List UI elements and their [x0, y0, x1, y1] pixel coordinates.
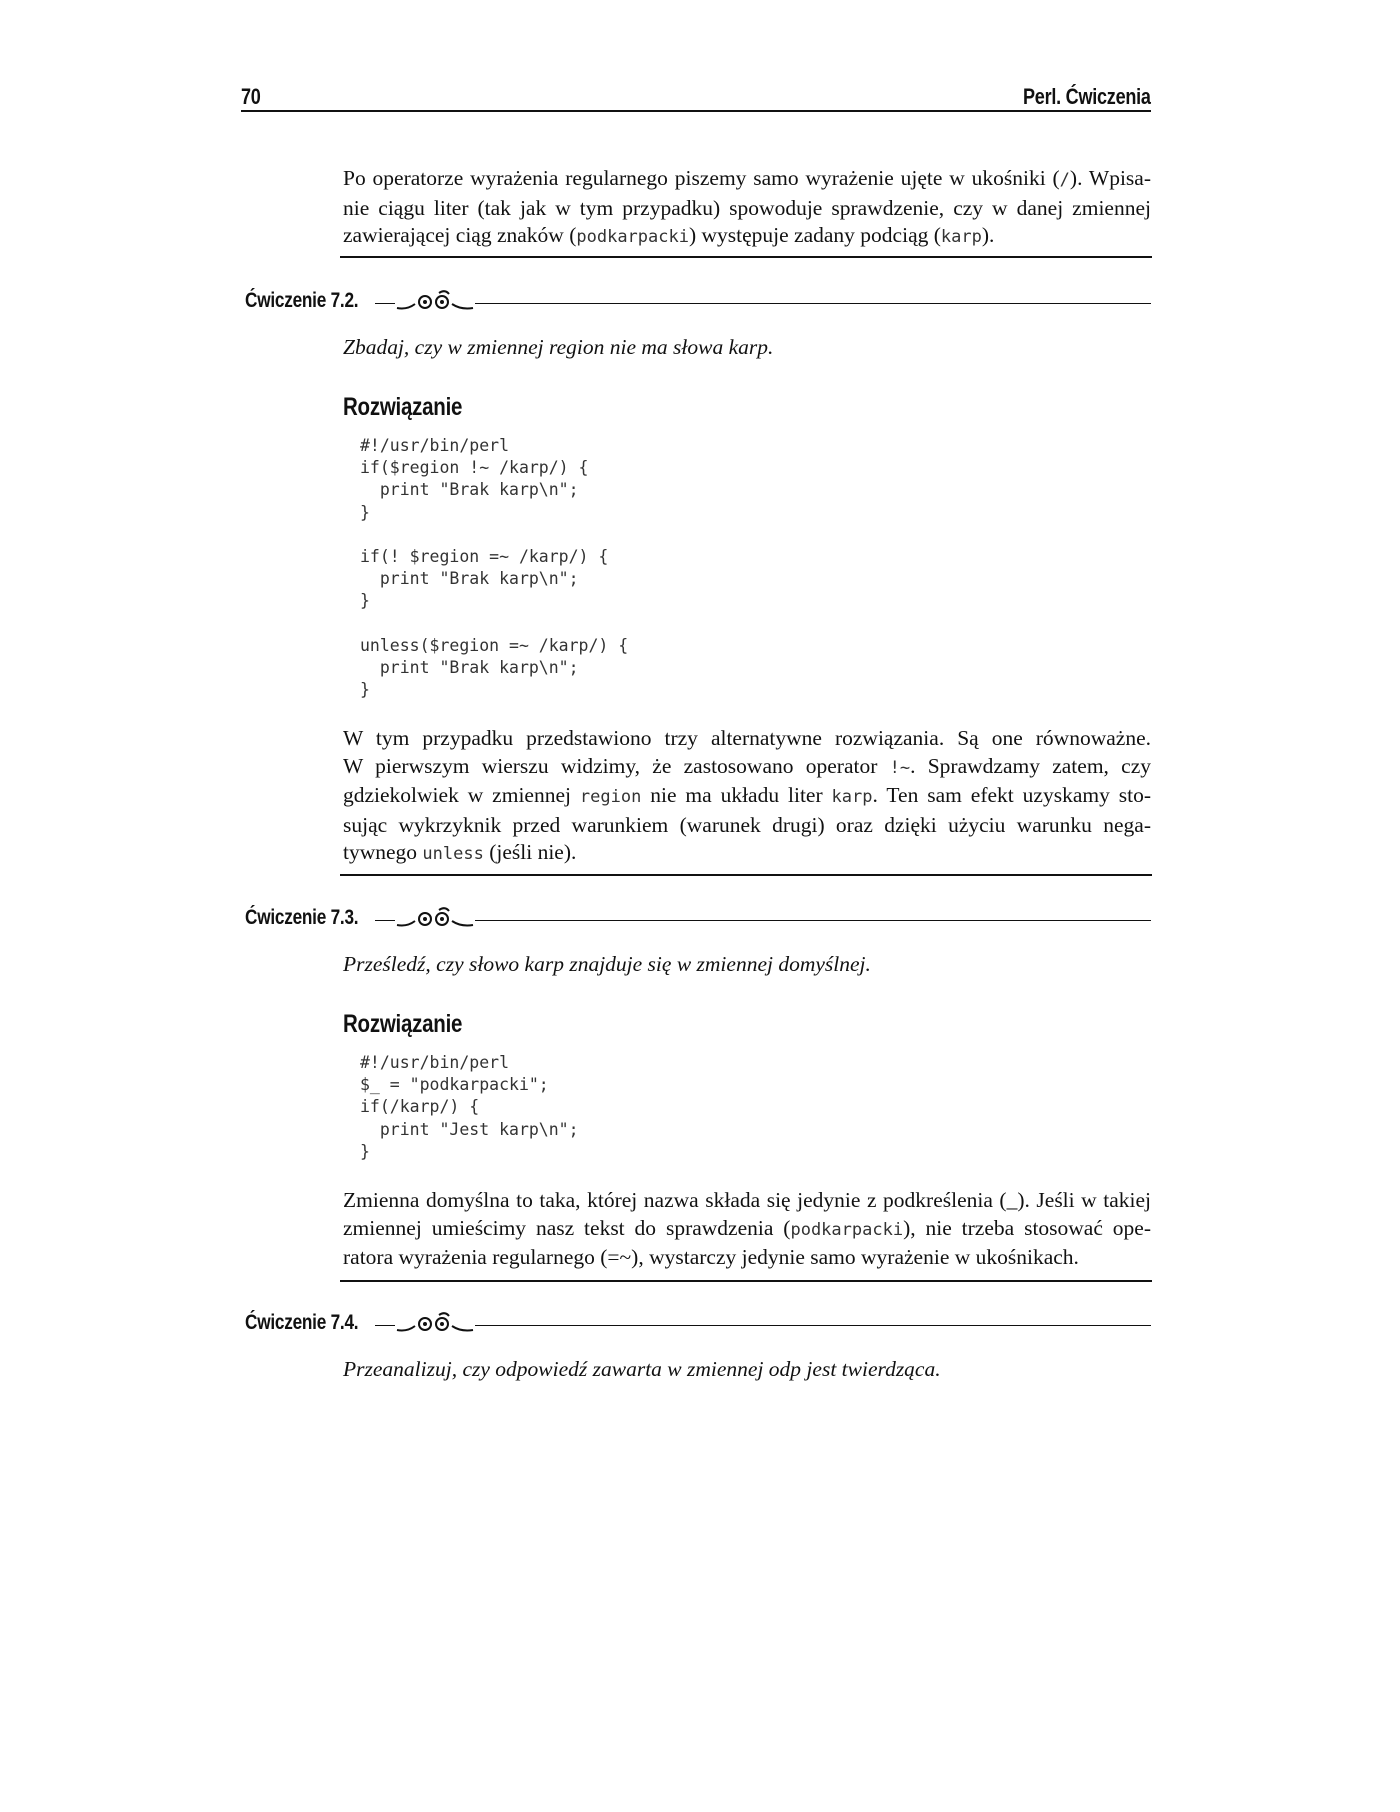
explanation-paragraph [343, 725, 1151, 869]
solution-heading: Rozwiązanie [343, 393, 463, 421]
inline-code: region [579, 787, 642, 807]
heading-rule [375, 920, 1151, 921]
text-run: gdziekolwiek w zmiennej [343, 783, 580, 807]
code-block: #!/usr/bin/perl $_ = "podkarpacki"; if(/karp/) { print "Jest karp\n"; } [360, 1053, 579, 1161]
exercise-task: Zbadaj, czy w zmiennej region nie ma słowa karp. [343, 335, 774, 359]
heading-rule [375, 1325, 1151, 1326]
inline-code: karp [831, 787, 873, 807]
explanation-paragraph [343, 1187, 1151, 1272]
section-rule [340, 256, 1152, 258]
text-run: zawierającej ciąg znaków ( [343, 223, 577, 247]
exercise-heading [245, 286, 1151, 316]
exercise-task: Prześledź, czy słowo karp znajduje się w zmiennej domyślnej. [343, 952, 871, 976]
text-line [343, 725, 1151, 753]
exercise-task: Przeanalizuj, czy odpowiedź zawarta w zmiennej odp jest twierdząca. [343, 1357, 941, 1381]
text-line [343, 1215, 1151, 1245]
text-run: ratora wyrażenia regularnego (=~), wystarczy jedynie samo wyrażenie w ukośnikach. [343, 1245, 1079, 1269]
inline-code: karp [940, 227, 982, 247]
heading-rule [375, 303, 1151, 304]
text-run: ), nie trzeba stosować ope- [903, 1215, 1151, 1240]
exercise-label: Ćwiczenie 7.4. [245, 1311, 359, 1334]
text-run: zmiennej umieścimy nasz tekst do sprawdzenia ( [343, 1215, 791, 1240]
text-line [343, 753, 1151, 783]
ornament-icon [395, 905, 475, 931]
text-run: . Sprawdzamy zatem, czy [910, 753, 1152, 778]
text-line [343, 165, 1151, 195]
inline-code: podkarpacki [576, 227, 689, 247]
section-rule [340, 874, 1152, 876]
text-line [343, 1187, 1151, 1215]
exercise-label: Ćwiczenie 7.3. [245, 906, 359, 929]
text-line [343, 839, 1151, 869]
inline-code: podkarpacki [790, 1219, 904, 1240]
inline-code: unless [422, 844, 484, 864]
section-rule [340, 1280, 1152, 1282]
exercise-heading [245, 1308, 1151, 1338]
text-run: Zmienna domyślna to taka, której nazwa składa się jedynie z podkreślenia (_). Jeśli w takiej [343, 1188, 1151, 1212]
text-line [343, 222, 1151, 252]
text-run: nie ciągu liter (tak jak w tym przypadku) spowoduje sprawdzenie, czy w danej zmiennej [343, 195, 1151, 220]
text-line [343, 812, 1151, 840]
text-run: W tym przypadku przedstawiono trzy alternatywne rozwiązania. Są one równoważne. [343, 726, 1151, 750]
solution-heading: Rozwiązanie [343, 1010, 463, 1038]
exercise-heading [245, 903, 1151, 933]
text-run: . Ten sam efekt uzyskamy sto- [872, 783, 1151, 807]
text-run: nie ma układu liter [641, 783, 832, 807]
text-run: ). Wpisa- [1069, 166, 1151, 190]
inline-code: / [1059, 170, 1070, 190]
exercise-label: Ćwiczenie 7.2. [245, 289, 359, 312]
code-block: #!/usr/bin/perl if($region !~ /karp/) { print "Brak karp\n"; } if(! $region =~ /karp/) { print "Brak karp\n"; } unless($region =~ /karp/) { print "Brak karp\n"; } [360, 436, 629, 700]
text-run: sując wykrzyknik przed warunkiem (warunek drugi) oraz dzięki użyciu warunku nega- [343, 812, 1151, 837]
text-run: tywnego [343, 840, 423, 864]
ornament-icon [395, 1310, 475, 1336]
text-run: W pierwszym wierszu widzimy, że zastosowano operator [343, 753, 890, 778]
text-run: (jeśli nie). [483, 840, 577, 864]
inline-code: !~ [889, 757, 911, 778]
text-line [343, 195, 1151, 223]
text-run: ) występuje zadany podciąg ( [688, 223, 941, 247]
text-run: ). [981, 223, 995, 247]
ornament-icon [395, 288, 475, 314]
text-line [343, 782, 1151, 812]
text-line [343, 1244, 1151, 1272]
running-title: Perl. Ćwiczenia [1023, 84, 1151, 109]
page-header [241, 82, 1151, 112]
page-number: 70 [241, 84, 261, 109]
intro-paragraph [343, 165, 1151, 252]
text-run: Po operatorze wyrażenia regularnego piszemy samo wyrażenie ujęte w ukośniki ( [343, 166, 1060, 190]
